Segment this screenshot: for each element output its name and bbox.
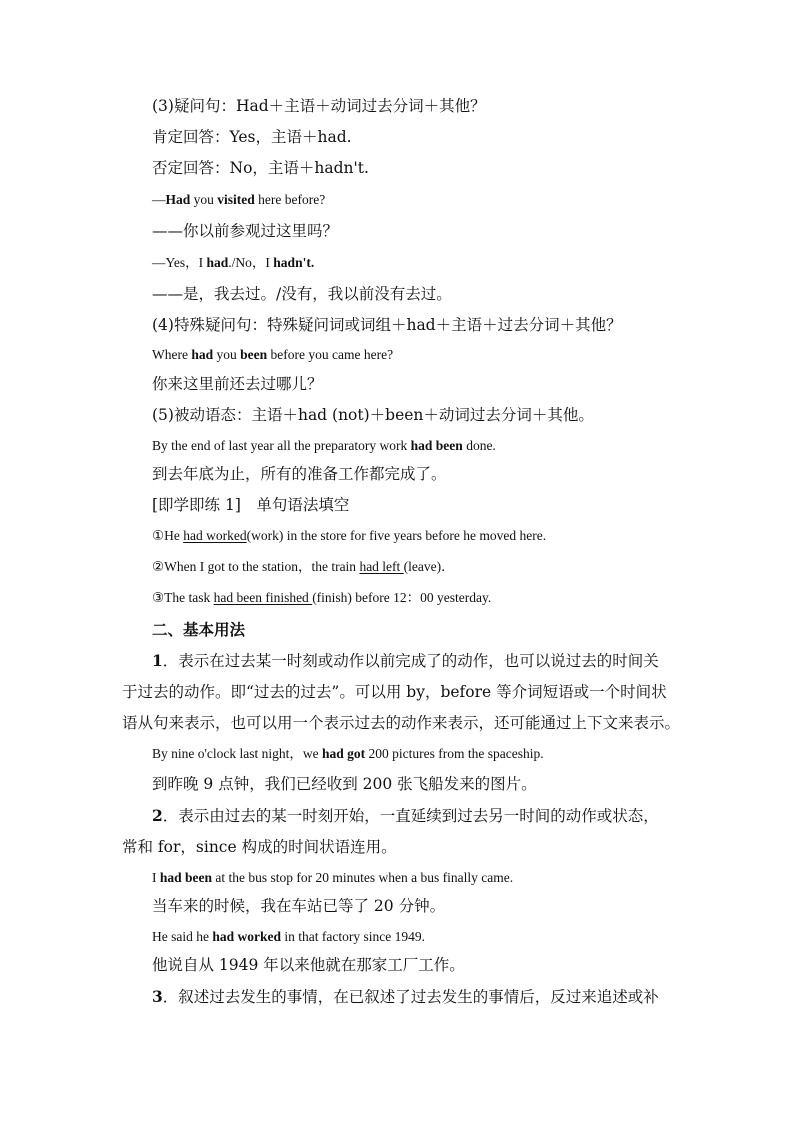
example-answer-cn: ——是，我去过。/没有，我以前没有去过。	[152, 285, 452, 303]
usage-1-line-2: 于过去的动作。即“过去的过去”。可以用 by，before 等介词短语或一个时间状	[122, 683, 667, 701]
answer-2: had left	[359, 559, 404, 574]
usage-2-line-1: 2．表示由过去的某一时刻开始，一直延续到过去另一时间的动作或状态，	[152, 806, 659, 825]
usage-2-line-2: 常和 for，since 构成的时间状语连用。	[122, 838, 397, 856]
usage-2-example-1-cn: 当车来的时候，我在车站已等了 20 分钟。	[152, 897, 446, 915]
usage-1-line-3: 语从句来表示，也可以用一个表示过去的动作来表示，还可能通过上下文来表示。	[122, 714, 681, 732]
line-special-question: (4)特殊疑问句：特殊疑问词或词组＋had＋主语＋过去分词＋其他？	[152, 316, 622, 334]
line-question-form: (3)疑问句：Had＋主语＋动词过去分词＋其他？	[152, 97, 486, 115]
usage-1-line-1: 1．表示在过去某一时刻或动作以前完成了的动作，也可以说过去的时间关	[152, 651, 659, 670]
exercise-heading: [即学即练 1] 单句语法填空	[152, 496, 350, 514]
usage-2-example-2-cn: 他说自从 1949 年以来他就在那家工厂工作。	[152, 956, 465, 974]
exercise-item-3: ③The task had been finished (finish) before 12：00 yesterday.	[152, 590, 492, 605]
exercise-item-1: ①He had worked(work) in the store for five years before he moved here.	[152, 528, 547, 543]
usage-2-example-2-en: He said he had worked in that factory since 1949.	[152, 929, 425, 944]
exercise-item-2: ②When I got to the station，the train had left (leave)．	[152, 559, 455, 574]
example-where-cn: 你来这里前还去过哪儿？	[152, 375, 323, 393]
example-question-en: —Had you visited here before?	[152, 192, 326, 207]
example-question-cn: ——你以前参观过这里吗？	[152, 222, 339, 240]
example-passive-en: By the end of last year all the preparatory work had been done.	[152, 438, 496, 453]
example-where-en: Where had you been before you came here?	[152, 347, 394, 362]
answer-3: had been finished	[213, 590, 313, 605]
usage-1-example-en: By nine o'clock last night，we had got 200 pictures from the spaceship.	[152, 746, 544, 761]
example-answer-en: —Yes，I had./No，I hadn't.	[152, 255, 315, 270]
usage-1-example-cn: 到昨晚 9 点钟，我们已经收到 200 张飞船发来的图片。	[152, 775, 537, 793]
section-heading-basic-usage: 二、基本用法	[152, 620, 246, 639]
line-passive-voice: (5)被动语态：主语＋had (not)＋been＋动词过去分词＋其他。	[152, 406, 594, 424]
usage-3-line-1: 3．叙述过去发生的事情，在已叙述了过去发生的事情后，反过来追述或补	[152, 987, 659, 1006]
line-negative-answer: 否定回答：No，主语＋hadn't.	[152, 159, 369, 177]
answer-1: had worked	[183, 528, 247, 543]
usage-2-example-1-en: I had been at the bus stop for 20 minutes when a bus finally came.	[152, 870, 514, 885]
example-passive-cn: 到去年底为止，所有的准备工作都完成了。	[152, 465, 447, 483]
line-affirmative-answer: 肯定回答：Yes，主语＋had.	[152, 128, 352, 146]
